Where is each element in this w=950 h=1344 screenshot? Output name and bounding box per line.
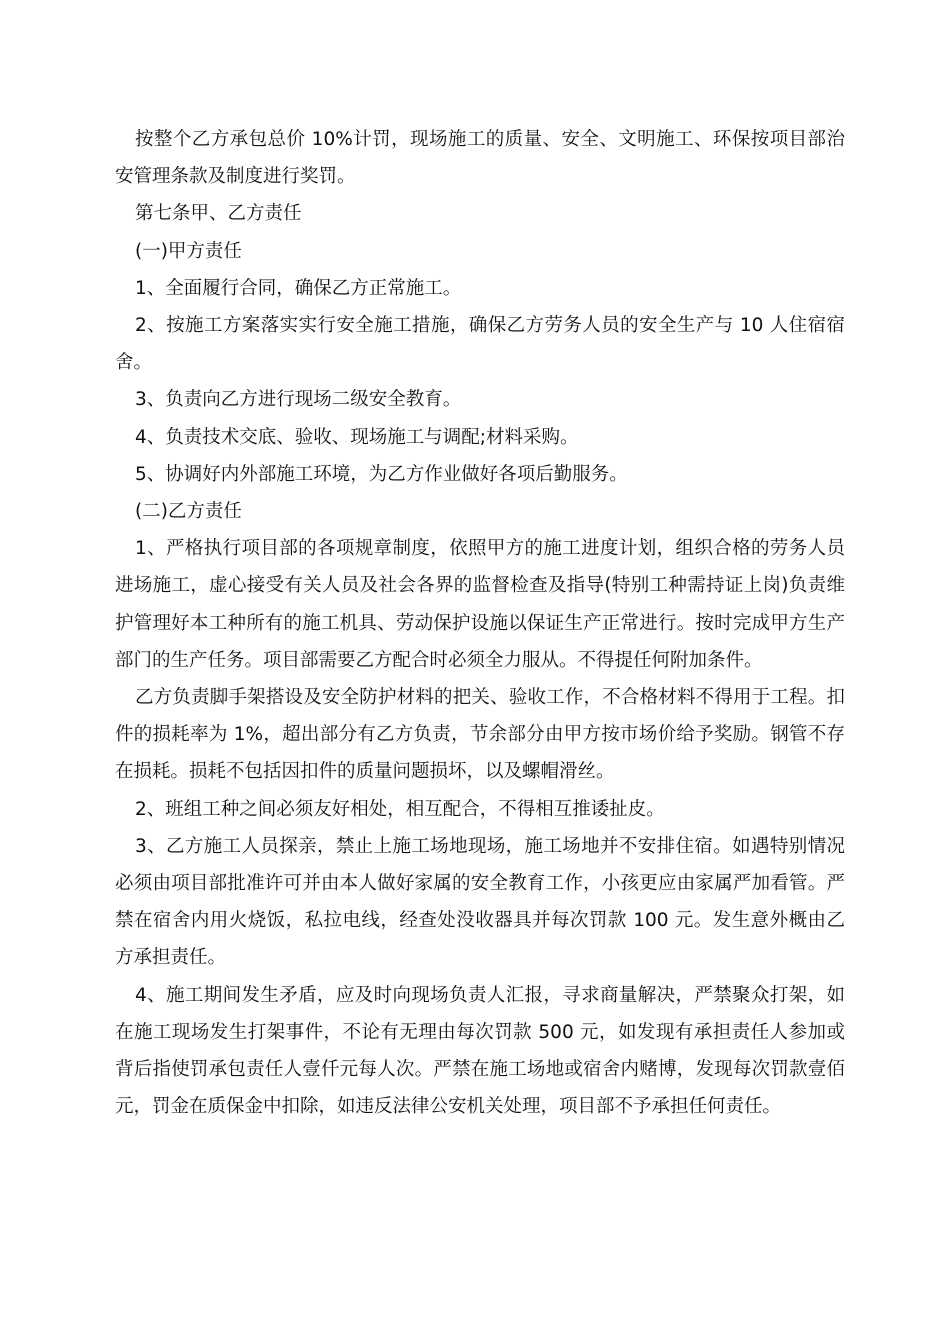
party-a-item-2: 2、按施工方案落实实行安全施工措施，确保乙方劳务人员的安全生产与 10 人住宿宿舍。 <box>115 315 845 374</box>
party-a-item-4: 4、负责技术交底、验收、现场施工与调配;材料采购。 <box>135 426 579 448</box>
document-body <box>115 121 845 1125</box>
party-a-item-1: 1、全面履行合同，确保乙方正常施工。 <box>135 277 462 299</box>
party-a-item-3: 3、负责向乙方进行现场二级安全教育。 <box>135 389 462 411</box>
party-a-heading: (一)甲方责任 <box>135 240 242 262</box>
party-b-heading: (二)乙方责任 <box>135 501 242 523</box>
party-b-item-2: 2、班组工种之间必须友好相处，相互配合，不得相互推诿扯皮。 <box>135 798 665 820</box>
party-b-scaffold-paragraph: 乙方负责脚手架搭设及安全防护材料的把关、验收工作，不合格材料不得用于工程。扣件的损耗率为 1%，超出部分有乙方负责，节余部分由甲方按市场价给予奖励。钢管不存在损耗。损耗不包括因扣件的质量问题损坏，以及螺帽滑丝。 <box>115 687 845 783</box>
party-b-item-1: 1、严格执行项目部的各项规章制度，依照甲方的施工进度计划，组织合格的劳务人员进场施工，虚心接受有关人员及社会各界的监督检查及指导(特别工种需持证上岗)负责维护管理好本工种所有的施工机具、劳动保护设施以保证生产正常进行。按时完成甲方生产部门的生产任务。项目部需要乙方配合时必须全力服从。不得提任何附加条件。 <box>115 538 845 671</box>
party-b-item-3: 3、乙方施工人员探亲，禁止上施工场地现场，施工场地并不安排住宿。如遇特别情况必须由项目部批准许可并由本人做好家属的安全教育工作，小孩更应由家属严加看管。严禁在宿舍内用火烧饭，私拉电线，经查处没收器具并每次罚款 100 元。发生意外概由乙方承担责任。 <box>115 835 845 969</box>
article-7-heading: 第七条甲、乙方责任 <box>135 203 302 225</box>
party-a-item-5: 5、协调好内外部施工环境，为乙方作业做好各项后勤服务。 <box>135 463 628 485</box>
paragraph-penalty-terms: 按整个乙方承包总价 10%计罚，现场施工的质量、安全、文明施工、环保按项目部治安管理条款及制度进行奖罚。 <box>115 129 845 188</box>
party-b-item-4: 4、施工期间发生矛盾，应及时向现场负责人汇报，寻求商量解决，严禁聚众打架，如在施工现场发生打架事件，不论有无理由每次罚款 500 元，如发现有承担责任人参加或背后指使罚承包责任人壹仟元每人次。严禁在施工场地或宿舍内赌博，发现每次罚款壹佰元，罚金在质保金中扣除，如违反法律公安机关处理，项目部不予承担任何责任。 <box>115 984 845 1118</box>
